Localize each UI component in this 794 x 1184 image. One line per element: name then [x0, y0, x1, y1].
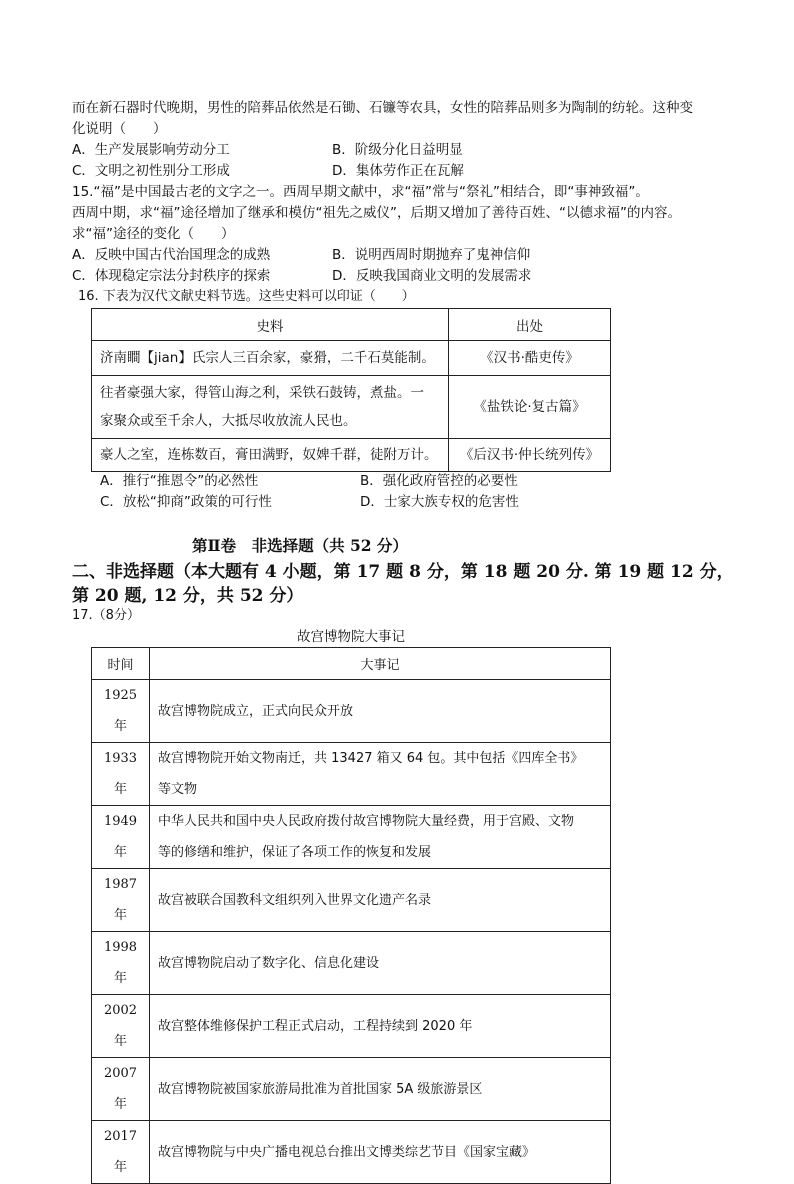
- source-text-cell: [92, 341, 449, 376]
- event-line: 等文物: [158, 782, 198, 797]
- q17-label: 17.（8分）: [72, 608, 140, 623]
- event-cell: [150, 869, 611, 932]
- q15-option-c: C．体现稳定宗法分封秩序的探索: [72, 268, 271, 284]
- q14-option-d: D．集体劳作正在瓦解: [332, 163, 464, 179]
- event-line: 故宫博物院成立，正式向民众开放: [158, 703, 354, 719]
- event-line: 等的修缮和维护，保证了各项工作的恢复和发展: [158, 845, 432, 860]
- source-text-line: 豪人之室，连栋数百，膏田满野，奴婢千群，徒附万计。: [100, 447, 438, 463]
- table-row: [92, 806, 611, 869]
- table-row: [92, 341, 611, 376]
- event-cell: [150, 743, 611, 806]
- q16-stem: 16. 下表为汉代文献史料节选。这些史料可以印证（ ）: [78, 289, 415, 304]
- table-row: [92, 869, 611, 932]
- event-cell: [150, 932, 611, 995]
- table-row: [92, 680, 611, 743]
- q16-option-c: C．放松“抑商”政策的可行性: [100, 494, 272, 510]
- part2-section-line1: 二、非选择题（本大题有 4 小题，第 17 题 8 分，第 18 题 20 分. 第 19 题 12 分，: [72, 562, 734, 582]
- event-line: 故宫被联合国教科文组织列入世界文化遗产名录: [158, 892, 432, 908]
- table-row: [92, 1058, 611, 1121]
- q16-option-d: D．士家大族专权的危害性: [360, 494, 519, 510]
- event-cell: [150, 995, 611, 1058]
- q14-stem-line1: 而在新石器时代晚期，男性的陪葬品依然是石锄、石镰等农具，女性的陪葬品则多为陶制的纺轮。这种变: [72, 100, 693, 116]
- source-origin-cell: 《盐铁论·复古篇》: [449, 376, 611, 439]
- header-events: 大事记: [150, 648, 611, 680]
- q14-option-a: A．生产发展影响劳动分工: [72, 142, 230, 158]
- event-cell: [150, 1121, 611, 1184]
- source-text-line: 往者豪强大家，得管山海之利，采铁石鼓铸，煮盐。一: [100, 385, 424, 401]
- event-line: 中华人民共和国中央人民政府拨付故宫博物院大量经费，用于宫殿、文物: [158, 814, 575, 829]
- source-origin-cell: 《后汉书·仲长统列传》: [449, 439, 611, 472]
- source-text-cell: [92, 376, 449, 439]
- table-row: [92, 932, 611, 995]
- event-line: 故宫博物院启动了数字化、信息化建设: [158, 955, 380, 971]
- q15-stem-line1: 15.“福”是中国最古老的文字之一。西周早期文献中，求“福”常与“祭礼”相结合，即“事神致福”。: [72, 184, 649, 200]
- header-time: 时间: [92, 648, 150, 680]
- table-row: [92, 995, 611, 1058]
- q15-option-a: A．反映中国古代治国理念的成熟: [72, 247, 271, 263]
- event-cell: [150, 1058, 611, 1121]
- q14-option-b: B．阶级分化日益明显: [332, 142, 463, 158]
- table-row: [92, 743, 611, 806]
- q14-option-c: C．文明之初性别分工形成: [72, 163, 230, 179]
- q14-stem-line2: 化说明（ ）: [72, 121, 167, 137]
- q17-events-table: [91, 647, 611, 1184]
- source-text-line: 济南瞷【jian】氏宗人三百余家，豪猾，二千石莫能制。: [100, 350, 435, 366]
- table-row: [92, 439, 611, 472]
- year-cell: 1933年: [92, 743, 150, 806]
- q17-table-caption: 故宫博物院大事记: [297, 629, 405, 645]
- header-source-origin: 出处: [449, 309, 611, 341]
- year-cell: 1949年: [92, 806, 150, 869]
- q15-stem-line2: 西周中期，求“福”途径增加了继承和模仿“祖先之威仪”，后期又增加了善待百姓、“以德求福”的内容。: [72, 205, 681, 221]
- year-cell: 2007年: [92, 1058, 150, 1121]
- table-row: [92, 1121, 611, 1184]
- part2-section-line2: 第 20 题, 12 分，共 52 分）: [72, 586, 304, 606]
- year-cell: 2017年: [92, 1121, 150, 1184]
- event-cell: [150, 680, 611, 743]
- year-cell: 2002年: [92, 995, 150, 1058]
- header-source-text: 史料: [92, 309, 449, 341]
- event-line: 故宫博物院开始文物南迁，共 13427 箱又 64 包。其中包括《四库全书》: [158, 751, 584, 766]
- q15-stem-line3: 求“福”途径的变化（ ）: [72, 226, 235, 242]
- q16-option-a: A．推行“推恩令”的必然性: [100, 473, 259, 489]
- q16-source-table: [91, 308, 611, 472]
- year-cell: 1925年: [92, 680, 150, 743]
- event-line: 故宫整体维修保护工程正式启动，工程持续到 2020 年: [158, 1018, 473, 1034]
- event-line: 故宫博物院与中央广播电视总台推出文博类综艺节目《国家宝藏》: [158, 1144, 536, 1160]
- year-cell: 1987年: [92, 869, 150, 932]
- source-text-cell: [92, 439, 449, 472]
- source-text-line: 家聚众或至千余人，大抵尽收放流人民也。: [100, 413, 357, 429]
- q16-option-b: B．强化政府管控的必要性: [360, 473, 518, 489]
- event-cell: [150, 806, 611, 869]
- q15-option-d: D．反映我国商业文明的发展需求: [332, 268, 532, 284]
- q15-option-b: B．说明西周时期抛弃了鬼神信仰: [332, 247, 531, 263]
- table-header-row: [92, 309, 611, 341]
- part2-title: 第Ⅱ卷 非选择题（共 52 分）: [192, 536, 408, 555]
- table-header-row: [92, 648, 611, 680]
- source-origin-cell: 《汉书·酷吏传》: [449, 341, 611, 376]
- event-line: 故宫博物院被国家旅游局批准为首批国家 5A 级旅游景区: [158, 1081, 483, 1097]
- table-row: [92, 376, 611, 439]
- year-cell: 1998年: [92, 932, 150, 995]
